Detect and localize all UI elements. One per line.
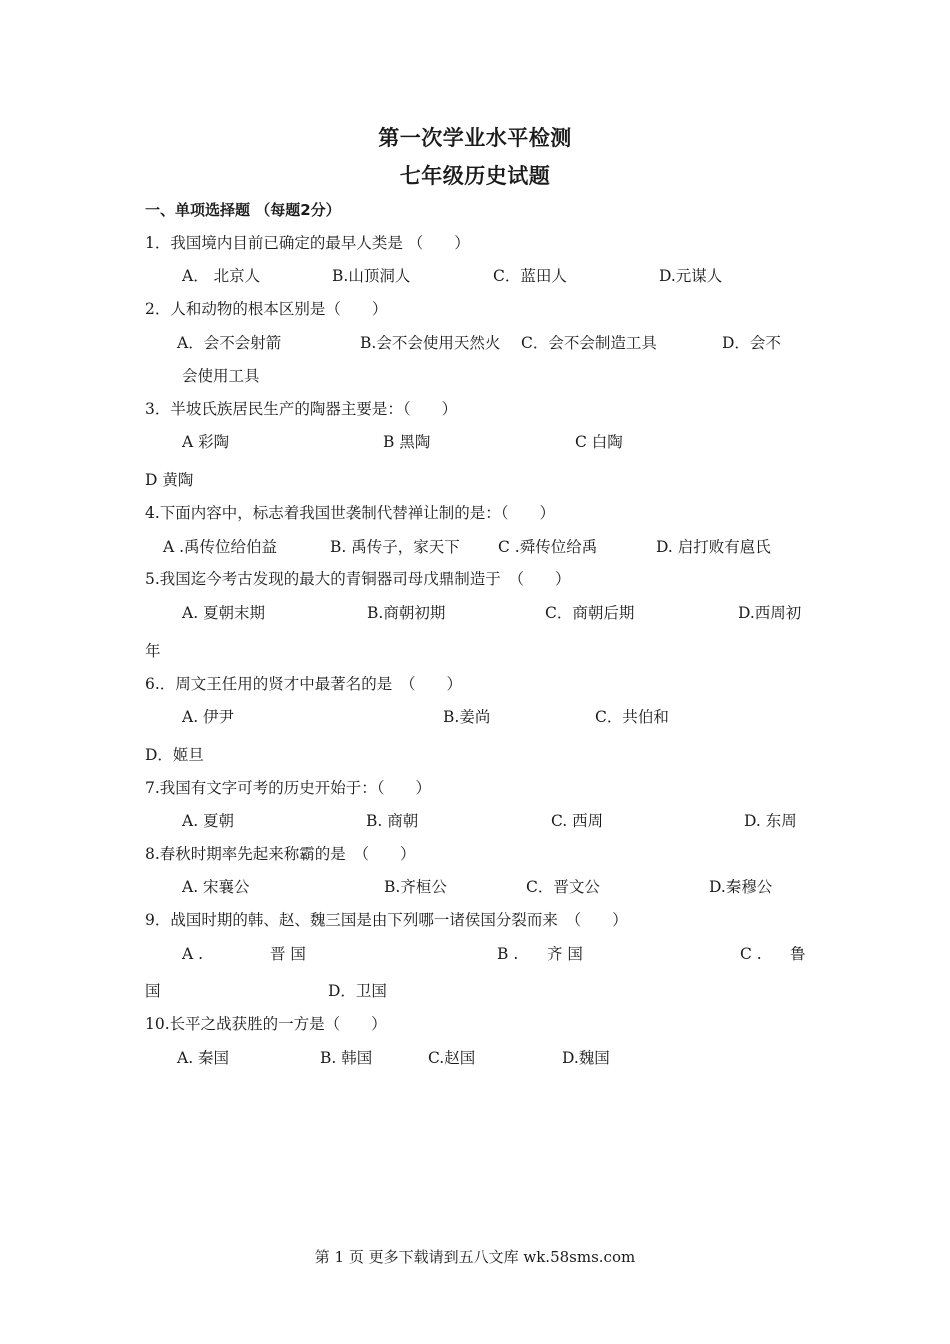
option: D. 启打败有扈氏 [656,538,771,556]
option: D．卫国 [328,982,387,1000]
exam-subtitle: 七年级历史试题 [399,163,551,188]
option-continuation: D 黄陶 [145,471,194,489]
option: A. 伊尹 [182,708,235,726]
option: B. 韩国 [320,1049,373,1067]
option-continuation: D．姬旦 [145,746,204,764]
option: A. 夏朝末期 [182,604,266,622]
option: B. 商朝 [366,812,419,830]
exam-title: 第一次学业水平检测 [378,125,572,150]
option: B.齐桓公 [384,878,447,896]
option: C．会不会制造工具 [521,334,657,352]
option: C 白陶 [575,433,623,451]
option: 鲁 [790,945,806,963]
option: B.山顶洞人 [332,267,411,285]
question-text: 8.春秋时期率先起来称霸的是 （ ） [145,845,416,863]
option: C．晋文公 [526,878,600,896]
question-text: 9．战国时期的韩、赵、魏三国是由下列哪一诸侯国分裂而来 （ ） [145,911,628,929]
option: C．共伯和 [595,708,669,726]
option: 齐 国 [547,945,583,963]
option: C. 西周 [551,812,604,830]
option: B.姜尚 [443,708,491,726]
option: D.秦穆公 [709,878,773,896]
option: B 黑陶 [383,433,431,451]
option: D．会不 [722,334,781,352]
question-text: 10.长平之战获胜的一方是（ ） [145,1015,387,1033]
option: 晋 国 [270,945,306,963]
option: A .禹传位给伯益 [163,538,278,556]
option: D.元谋人 [659,267,723,285]
question-text: 2．人和动物的根本区别是（ ） [145,300,388,318]
question-text: 6.．周文王任用的贤才中最著名的是 （ ） [145,675,463,693]
question-text: 7.我国有文字可考的历史开始于：（ ） [145,779,432,797]
question-text: 1．我国境内目前已确定的最早人类是 （ ） [145,234,470,252]
option-continuation: 会使用工具 [182,367,260,385]
option: A 彩陶 [182,433,230,451]
option: A. 宋襄公 [182,878,250,896]
page-footer: 第 1 页 更多下载请到五八文库 wk.58sms.com [314,1248,636,1266]
option: B. 禹传子，家天下 [330,538,460,556]
option-continuation: 国 [145,982,161,1000]
option: D.西周初 [738,604,802,622]
option-letter: B . [497,945,519,963]
option: C．商朝后期 [545,604,635,622]
option: C .舜传位给禹 [498,538,598,556]
option: A. 夏朝 [182,812,235,830]
option: B.会不会使用天然火 [360,334,501,352]
section-heading: 一、单项选择题 （每题2分） [145,201,341,219]
question-text: 4.下面内容中，标志着我国世袭制代替禅让制的是：（ ） [145,504,556,522]
option-continuation: 年 [145,642,161,660]
option: A．会不会射箭 [177,334,282,352]
option-letter: A . [182,945,204,963]
question-text: 3．半坡氏族居民生产的陶器主要是：（ ） [145,400,458,418]
option: D.魏国 [562,1049,610,1067]
option: A． 北京人 [182,267,261,285]
option: A. 秦国 [177,1049,230,1067]
option: C.赵国 [428,1049,476,1067]
option: D. 东周 [744,812,797,830]
option-letter: C . [740,945,762,963]
option: B.商朝初期 [367,604,446,622]
question-text: 5.我国迄今考古发现的最大的青铜器司母戊鼎制造于 （ ） [145,570,571,588]
option: C．蓝田人 [493,267,567,285]
